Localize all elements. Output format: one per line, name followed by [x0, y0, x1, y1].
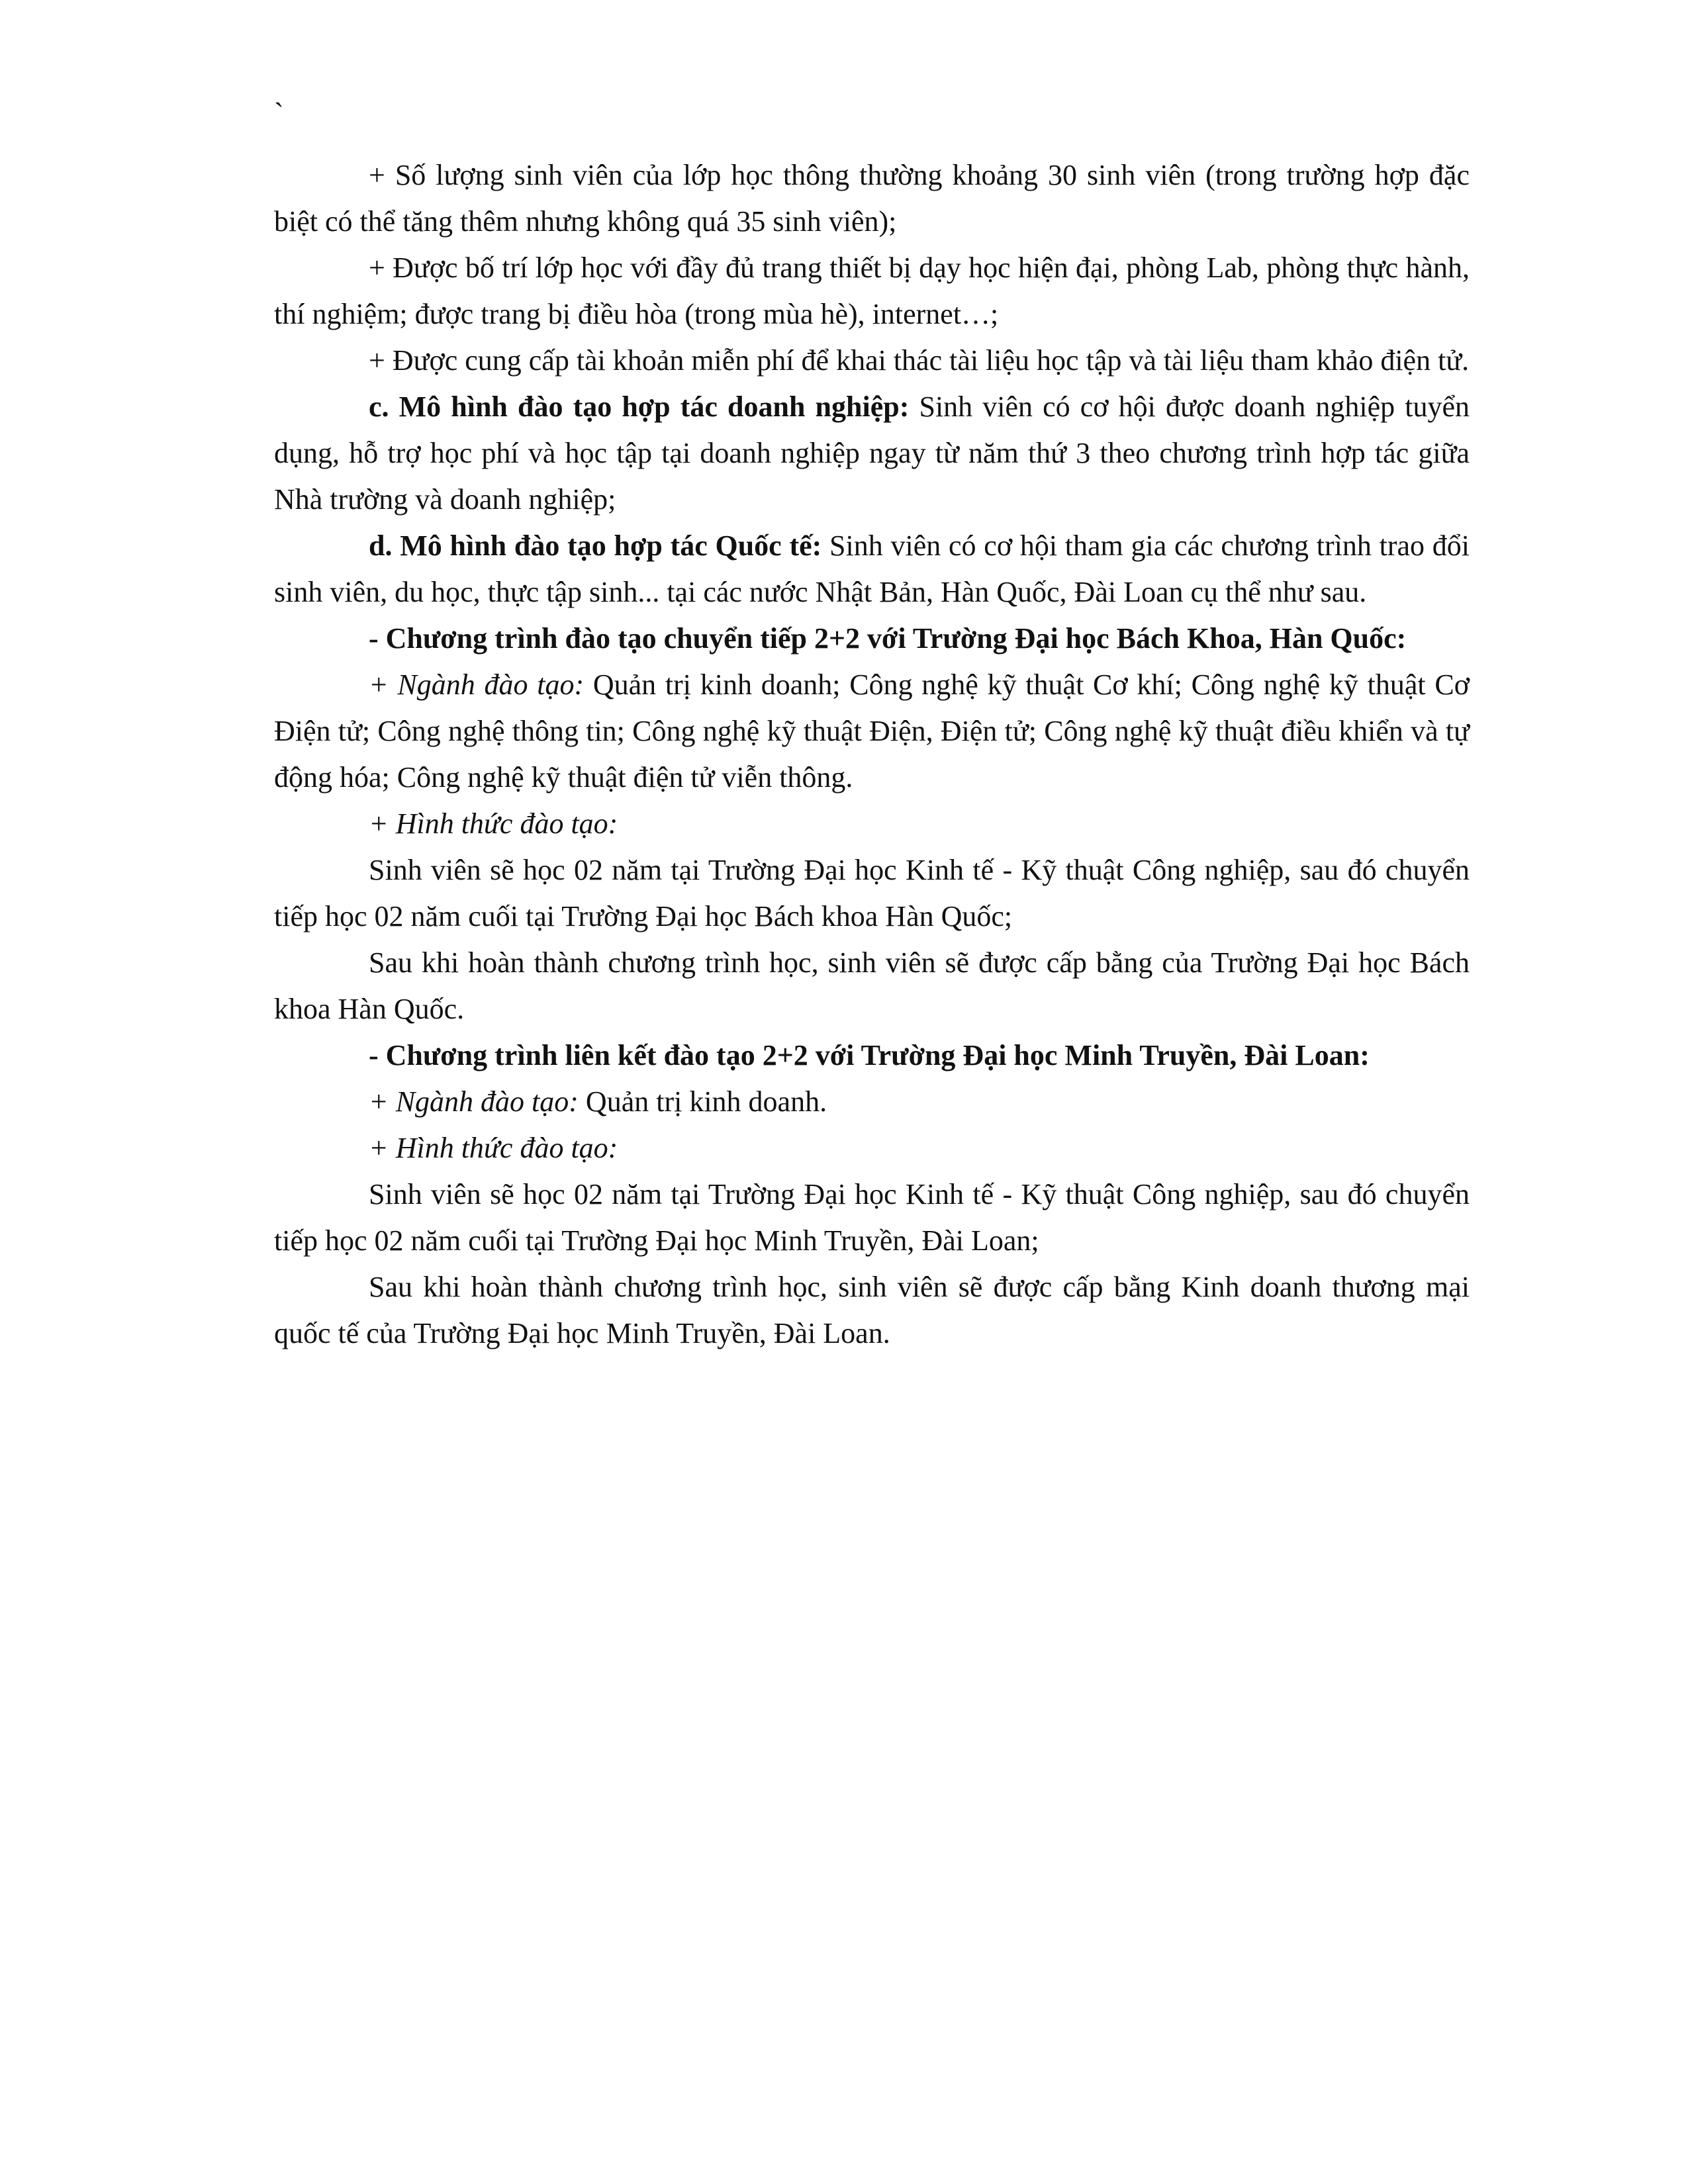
- label-taiwan-majors: + Ngành đào tạo:: [369, 1085, 579, 1118]
- text-korea-majors: Quản trị kinh doanh; Công nghệ kỹ thuật Cơ khí; Công nghệ kỹ thuật Cơ Điện tử; Công nghệ thông tin; Công nghệ kỹ thuật Điện, Điện tử; Công nghệ kỹ thuật điều khiển và tự động hóa; Công nghệ kỹ thuật điện tử viễn thông.: [274, 668, 1470, 794]
- text-taiwan-majors: Quản trị kinh doanh.: [578, 1085, 827, 1118]
- text-business-model: Sinh viên có cơ hội được doanh nghiệp tuyển dụng, hỗ trợ học phí và học tập tại doanh nghiệp ngay từ năm thứ 3 theo chương trình hợp tác giữa Nhà trường và doanh nghiệp;: [274, 390, 1470, 516]
- document-body: [274, 152, 1470, 1357]
- paragraph-business-model: [274, 384, 1470, 523]
- heading-taiwan-program: - Chương trình liên kết đào tạo 2+2 với Trường Đại học Minh Truyền, Đài Loan:: [369, 1039, 1370, 1071]
- paragraph-korea-degree: Sau khi hoàn thành chương trình học, sinh viên sẽ được cấp bằng của Trường Đại học Bách khoa Hàn Quốc.: [274, 946, 1470, 1025]
- paragraph-taiwan-majors: [274, 1079, 1470, 1125]
- paragraph-korea-study-plan: Sinh viên sẽ học 02 năm tại Trường Đại học Kinh tế - Kỹ thuật Công nghiệp, sau đó chuyển tiếp học 02 năm cuối tại Trường Đại học Bách khoa Hàn Quốc;: [274, 854, 1470, 933]
- label-taiwan-format: + Hình thức đào tạo:: [369, 1132, 618, 1164]
- paragraph-korea-majors: [274, 662, 1470, 801]
- heading-business-model: c. Mô hình đào tạo hợp tác doanh nghiệp:: [369, 390, 910, 423]
- paragraph-classroom-equipment: + Được bố trí lớp học với đầy đủ trang thiết bị dạy học hiện đại, phòng Lab, phòng thực hành, thí nghiệm; được trang bị điều hòa (trong mùa hè), internet…;: [274, 251, 1470, 330]
- label-korea-majors: + Ngành đào tạo:: [369, 668, 585, 701]
- heading-international-model: d. Mô hình đào tạo hợp tác Quốc tế:: [369, 529, 822, 562]
- paragraph-international-model: [274, 523, 1470, 615]
- paragraph-taiwan-study-plan: Sinh viên sẽ học 02 năm tại Trường Đại học Kinh tế - Kỹ thuật Công nghiệp, sau đó chuyển tiếp học 02 năm cuối tại Trường Đại học Minh Truyền, Đài Loan;: [274, 1178, 1470, 1257]
- label-korea-format: + Hình thức đào tạo:: [369, 807, 618, 840]
- stray-mark: `: [274, 97, 284, 130]
- text-international-model: Sinh viên có cơ hội tham gia các chương trình trao đổi sinh viên, du học, thực tập sinh... tại các nước Nhật Bản, Hàn Quốc, Đài Loan cụ thể như sau.: [274, 529, 1470, 608]
- heading-korea-program: - Chương trình đào tạo chuyển tiếp 2+2 với Trường Đại học Bách Khoa, Hàn Quốc:: [369, 622, 1407, 655]
- paragraph-class-size: + Số lượng sinh viên của lớp học thông thường khoảng 30 sinh viên (trong trường hợp đặc biệt có thể tăng thêm nhưng không quá 35 sinh viên);: [274, 159, 1470, 238]
- paragraph-taiwan-degree: Sau khi hoàn thành chương trình học, sinh viên sẽ được cấp bằng Kinh doanh thương mại quốc tế của Trường Đại học Minh Truyền, Đài Loan.: [274, 1271, 1470, 1349]
- paragraph-free-account: + Được cung cấp tài khoản miễn phí để khai thác tài liệu học tập và tài liệu tham khảo điện tử.: [369, 344, 1470, 377]
